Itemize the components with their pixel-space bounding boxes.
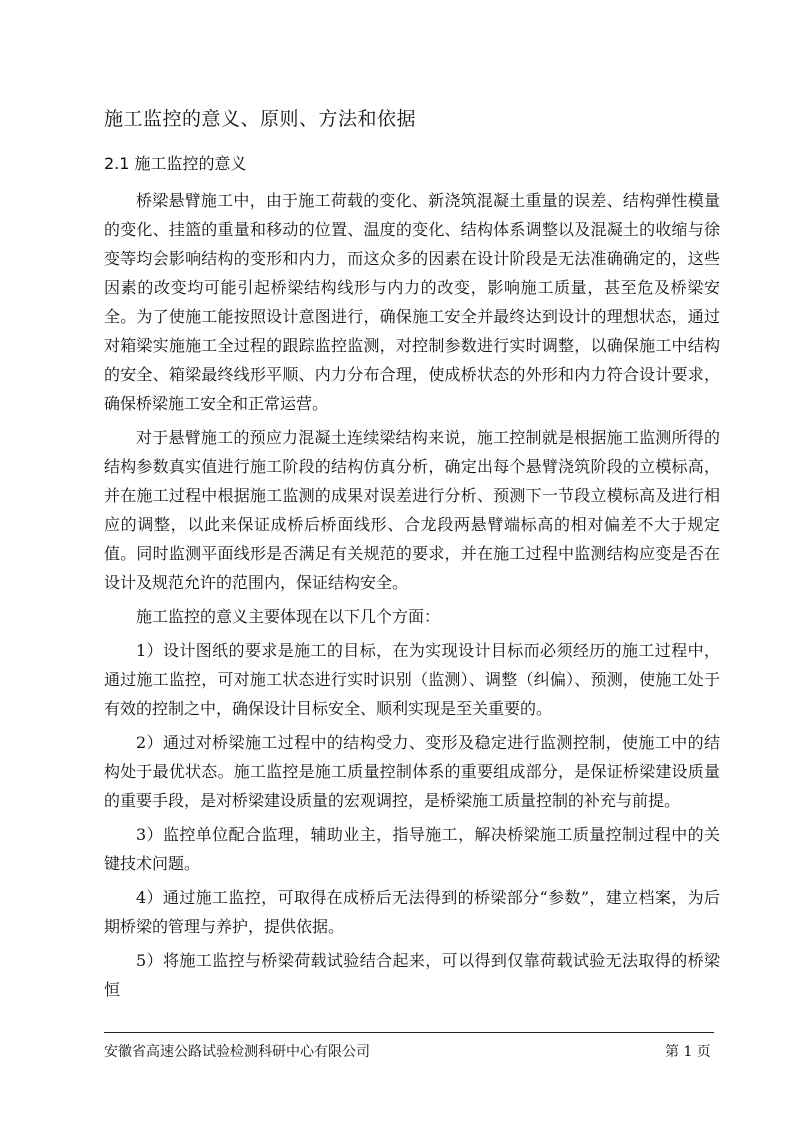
paragraph: 3）监控单位配合监理，辅助业主，指导施工，解决桥梁施工质量控制过程中的关键技术问题。: [104, 825, 720, 873]
paragraph: 2）通过对桥梁施工过程中的结构受力、变形及稳定进行监测控制，使施工中的结构处于最优状态。施工监控是施工质量控制体系的重要组成部分，是保证桥梁建设质量的重要手段，是对桥梁建设质量的宏观调控，是桥梁施工质量控制的补充与前提。: [104, 733, 720, 810]
paragraph: 施工监控的意义主要体现在以下几个方面：: [136, 607, 441, 626]
paragraph: 5）将施工监控与桥梁荷载试验结合起来，可以得到仅靠荷载试验无法取得的桥梁恒: [104, 951, 720, 999]
paragraph: 桥梁悬臂施工中，由于施工荷载的变化、新浇筑混凝土重量的误差、结构弹性模量的变化、挂篮的重量和移动的位置、温度的变化、结构体系调整以及混凝土的收缩与徐变等均会影响结构的变形和内力，而这众多的因素在设计阶段是无法准确确定的，这些因素的改变均可能引起桥梁结构线形与内力的改变，影响施工质量，甚至危及桥梁安全。为了使施工能按照设计意图进行，确保施工安全并最终达到设计的理想状态，通过对箱梁实施施工全过程的跟踪监控监测，对控制参数进行实时调整，以确保施工中结构的安全、箱梁最终线形平顺、内力分布合理，使成桥状态的外形和内力符合设计要求，确保桥梁施工安全和正常运营。: [104, 191, 720, 413]
page-title: 施工监控的意义、原则、方法和依据: [104, 108, 417, 130]
paragraph: 4）通过施工监控，可取得在成桥后无法得到的桥梁部分“参数”，建立档案，为后期桥梁的管理与养护，提供依据。: [104, 888, 720, 936]
paragraph: 对于悬臂施工的预应力混凝土连续梁结构来说，施工控制就是根据施工监测所得的结构参数真实值进行施工阶段的结构仿真分析，确定出每个悬臂浇筑阶段的立模标高，并在施工过程中根据施工监测的成果对误差进行分析、预测下一节段立模标高及进行相应的调整，以此来保证成桥后桥面线形、合龙段两悬臂端标高的相对偏差不大于规定值。同时监测平面线形是否满足有关规范的要求，并在施工过程中监测结构应变是否在设计及规范允许的范围内，保证结构安全。: [104, 428, 720, 592]
paragraph: 1）设计图纸的要求是施工的目标，在为实现设计目标而必须经历的施工过程中，通过施工监控，可对施工状态进行实时识别（监测）、调整（纠偏）、预测，使施工处于有效的控制之中，确保设计目标安全、顺利实现是至关重要的。: [104, 641, 720, 718]
page-number: 第 1 页: [665, 1044, 711, 1060]
footer-divider: [104, 1032, 714, 1033]
section-heading: 2.1 施工监控的意义: [104, 154, 247, 173]
footer-organization: 安徽省高速公路试验检测科研中心有限公司: [104, 1044, 370, 1060]
body-text: [104, 186, 720, 1009]
